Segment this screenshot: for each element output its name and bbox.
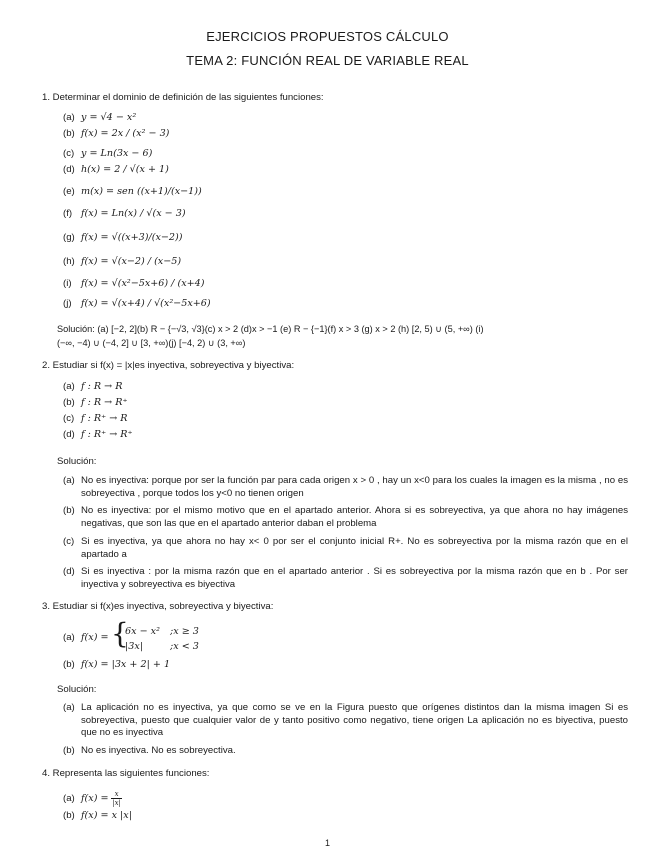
- answer-text: No es inyectiva. No es sobreyectiva.: [81, 745, 236, 756]
- ex3-item-b: [63, 659, 170, 671]
- ex2-item-b: [63, 397, 128, 409]
- item-expression: y = √4 − x²: [81, 112, 137, 123]
- item-label: (f): [63, 208, 73, 219]
- item-label: (b): [63, 810, 75, 821]
- exercise-1-prompt: 1. Determinar el dominio de definición de las siguientes funciones:: [42, 92, 324, 103]
- ex3-case-1-condition: ;x ≥ 3: [170, 626, 199, 637]
- ex1-item-e: [63, 186, 202, 198]
- item-expression: y = Ln(3x − 6): [81, 148, 153, 159]
- item-label: (e): [63, 186, 75, 197]
- item-label: (g): [63, 232, 75, 243]
- item-expression: h(x) = 2 / √(x + 1): [81, 164, 169, 175]
- ex3-answer-a: [63, 702, 628, 740]
- document-subtitle: TEMA 2: FUNCIÓN REAL DE VARIABLE REAL: [186, 53, 469, 68]
- ex1-solution-line-1: Solución: (a) [−2, 2](b) R − {−√3, √3}(c) x > 2 (d)x > −1 (e) R − {−1}(f) x > 3 (g) x > 2 (h) [2, 5) ∪ (5, +∞) (i): [57, 324, 484, 334]
- item-expression: m(x) = sen ((x+1)/(x−1)): [81, 186, 202, 197]
- answer-text: Si es inyectiva : por la misma razón que en el apartado anterior . Si es sobreyectiva por la misma razón que en b . Por ser inyectiva y sobreyectiva es biyectiva: [81, 566, 628, 590]
- item-label: (d): [63, 429, 75, 440]
- ex3-solution-label: Solución:: [57, 684, 97, 695]
- answer-label: (a): [63, 702, 75, 713]
- ex1-item-j: [63, 298, 211, 310]
- answer-label: (c): [63, 536, 75, 547]
- ex1-solution-line-2: (−∞, −4) ∪ (−4, 2] ∪ [3, +∞)(j) [−4, 2) ∪ (3, +∞): [57, 338, 246, 348]
- ex1-item-h: [63, 256, 181, 268]
- item-label: (d): [63, 164, 75, 175]
- item-label: (a): [63, 381, 75, 392]
- item-label: (j): [63, 298, 72, 309]
- ex3-answer-b: [63, 745, 628, 758]
- item-expression: f : R⁺ → R⁺: [81, 429, 133, 440]
- ex1-item-b: [63, 128, 169, 140]
- item-expression: f(x) = √((x+3)/(x−2)): [81, 232, 183, 243]
- document-title: EJERCICIOS PROPUESTOS CÁLCULO: [206, 29, 449, 44]
- ex2-answer-c: [63, 536, 628, 561]
- item-label: (b): [63, 397, 75, 408]
- ex4-item-b: [63, 810, 132, 822]
- ex2-answer-b: [63, 505, 628, 530]
- answer-text: No es inyectiva: porque por ser la función par para cada origen x > 0 , hay un x<0 para los cuales la imagen es la misma , no es sobreyectiva , porque todos los y<0 no tienen origen: [81, 475, 628, 499]
- item-expression: f(x) = √(x²−5x+6) / (x+4): [81, 278, 205, 289]
- ex2-answer-a: [63, 475, 628, 500]
- fraction-denominator: |x|: [112, 799, 121, 807]
- ex1-item-a: [63, 112, 136, 124]
- answer-text: La aplicación no es inyectiva, ya que como se ve en la Figura puesto que orígenes distintos dan la misma imagen Si es sobreyectiva, puesto que cualquier valor de y tanto positivo como negativo, tiene origen La aplicación no es biyectiva, puesto que no es inyectiva: [81, 702, 628, 738]
- answer-label: (b): [63, 505, 75, 516]
- item-label: (a): [63, 793, 75, 805]
- page-number: 1: [324, 838, 330, 848]
- item-expression: f(x) = √(x+4) / √(x²−5x+6): [81, 298, 211, 309]
- item-label: (i): [63, 278, 72, 289]
- answer-text: Si es inyectiva, ya que ahora no hay x< 0 por ser el conjunto inicial R+. No es sobreyectiva por la misma razón que en el apartado a: [81, 536, 628, 560]
- ex4-item-a: [63, 790, 122, 807]
- ex3-case-2-condition: ;x < 3: [170, 641, 199, 652]
- item-label: (a): [63, 112, 75, 123]
- item-label: (c): [63, 413, 75, 424]
- item-lhs: f(x) =: [81, 632, 109, 643]
- item-lhs: f(x) =: [81, 793, 109, 805]
- ex2-item-a: [63, 381, 122, 393]
- answer-label: (d): [63, 566, 75, 577]
- fraction: [111, 790, 122, 807]
- ex2-item-d: [63, 429, 133, 441]
- item-label: (c): [63, 148, 75, 159]
- item-expression: f : R⁺ → R: [81, 413, 128, 424]
- item-expression: f : R → R: [81, 381, 123, 392]
- ex1-item-c: [63, 148, 152, 160]
- ex3-case-1-expr: 6x − x²: [125, 626, 160, 637]
- item-expression: f(x) = |3x + 2| + 1: [81, 659, 171, 670]
- item-expression: f(x) = √(x−2) / (x−5): [81, 256, 182, 267]
- item-label: (b): [63, 128, 75, 139]
- ex2-solution-label: Solución:: [57, 456, 97, 467]
- ex1-item-f: [63, 208, 186, 220]
- item-label: (h): [63, 256, 75, 267]
- answer-label: (b): [63, 745, 75, 756]
- ex1-item-d: [63, 164, 169, 176]
- fraction-numerator: x: [111, 790, 122, 799]
- piecewise-brace: {: [111, 617, 129, 650]
- item-label: (b): [63, 659, 75, 670]
- ex3-case-2-expr: |3x|: [125, 641, 143, 652]
- ex1-item-g: [63, 232, 183, 244]
- item-expression: f : R → R⁺: [81, 397, 128, 408]
- exercise-4-prompt: 4. Representa las siguientes funciones:: [42, 768, 210, 779]
- ex2-answer-d: [63, 566, 628, 591]
- item-expression: f(x) = Ln(x) / √(x − 3): [81, 208, 186, 219]
- exercise-2-prompt: 2. Estudiar si f(x) = |x|es inyectiva, sobreyectiva y biyectiva:: [42, 360, 295, 371]
- answer-label: (a): [63, 475, 75, 486]
- answer-text: No es inyectiva: por el mismo motivo que en el apartado anterior. Ahora si es sobreyectiva, ya que ahora no hay imágenes negativas, que son las que en el apartado anterior daban el problema: [81, 505, 628, 529]
- ex2-item-c: [63, 413, 128, 425]
- item-label: (a): [63, 632, 75, 643]
- ex1-item-i: [63, 278, 205, 290]
- item-expression: f(x) = 2x / (x² − 3): [81, 128, 170, 139]
- exercise-3-prompt: 3. Estudiar si f(x)es inyectiva, sobreyectiva y biyectiva:: [42, 601, 274, 612]
- ex3-item-a: [63, 632, 109, 644]
- item-expression: f(x) = x |x|: [81, 810, 132, 821]
